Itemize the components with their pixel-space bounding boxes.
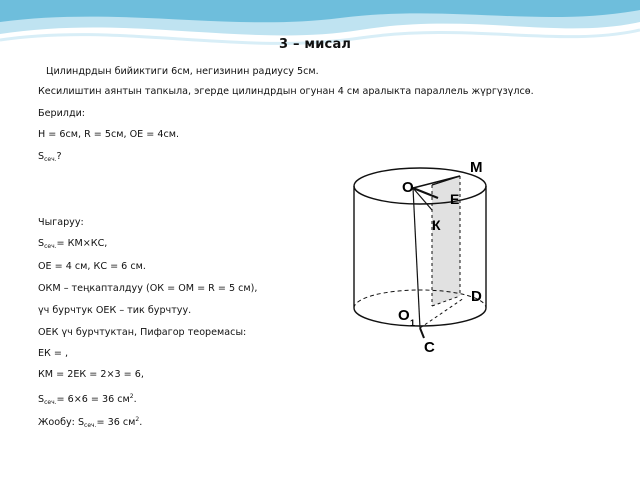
solution-heading: Чыгаруу: (38, 217, 84, 228)
given-values: Н = 6см, R = 5см, ОЕ = 4см. (38, 129, 180, 140)
label-o1-sub: 1 (410, 318, 416, 328)
header-wave-decoration (0, 0, 640, 62)
solution-okm: ОКМ – теңкапталдуу (ОК = ОМ = R = 5 см), (38, 283, 258, 294)
label-m: М (470, 159, 483, 176)
solution-formula: $S_{сеч.}= КМ\times КС$, (38, 238, 108, 250)
problem-line-2: Кесилиштин аянтын тапкыла, эгерде цилиндрдын огунан 4 см аралыкта параллель жүргүзүлсө. (38, 86, 534, 97)
cylinder-bottom-back (354, 290, 486, 308)
solution-area: $S_{сеч.}= 6\times 6 = 36$ $см^2$. (38, 393, 137, 407)
segment-o1c (420, 328, 424, 338)
cylinder-axis (413, 188, 420, 328)
slide-title: 3 – мисал (279, 37, 352, 52)
label-k: К (432, 217, 441, 233)
given-heading: Берилди: (38, 108, 86, 119)
label-e: Е (450, 191, 460, 207)
label-d: D (471, 288, 482, 305)
label-o1: О (398, 307, 410, 324)
solution-triangle: үч бурчтук ОЕК – тик бурчтуу. (38, 305, 192, 316)
label-c: С (424, 339, 435, 356)
solution-pythagoras: ОЕК үч бурчтуктан, Пифагор теоремасы: (38, 327, 247, 338)
solution-km: КМ = 2ЕК = 2×3 = 6, (38, 369, 144, 380)
solution-ek: ЕК = , (38, 348, 69, 359)
solution-answer: Жообу: $S_{сеч.}= 36$ $см^2$. (38, 416, 143, 430)
label-o: О (402, 179, 414, 196)
problem-line-1: Цилиндрдын бийиктиги 6см, негизинин радиусу 5см. (46, 66, 319, 77)
cylinder-figure (346, 158, 496, 358)
given-find: $S_{сеч.}$? (38, 151, 62, 163)
solution-oe-kc: ОЕ = 4 см, КС = 6 см. (38, 261, 146, 272)
